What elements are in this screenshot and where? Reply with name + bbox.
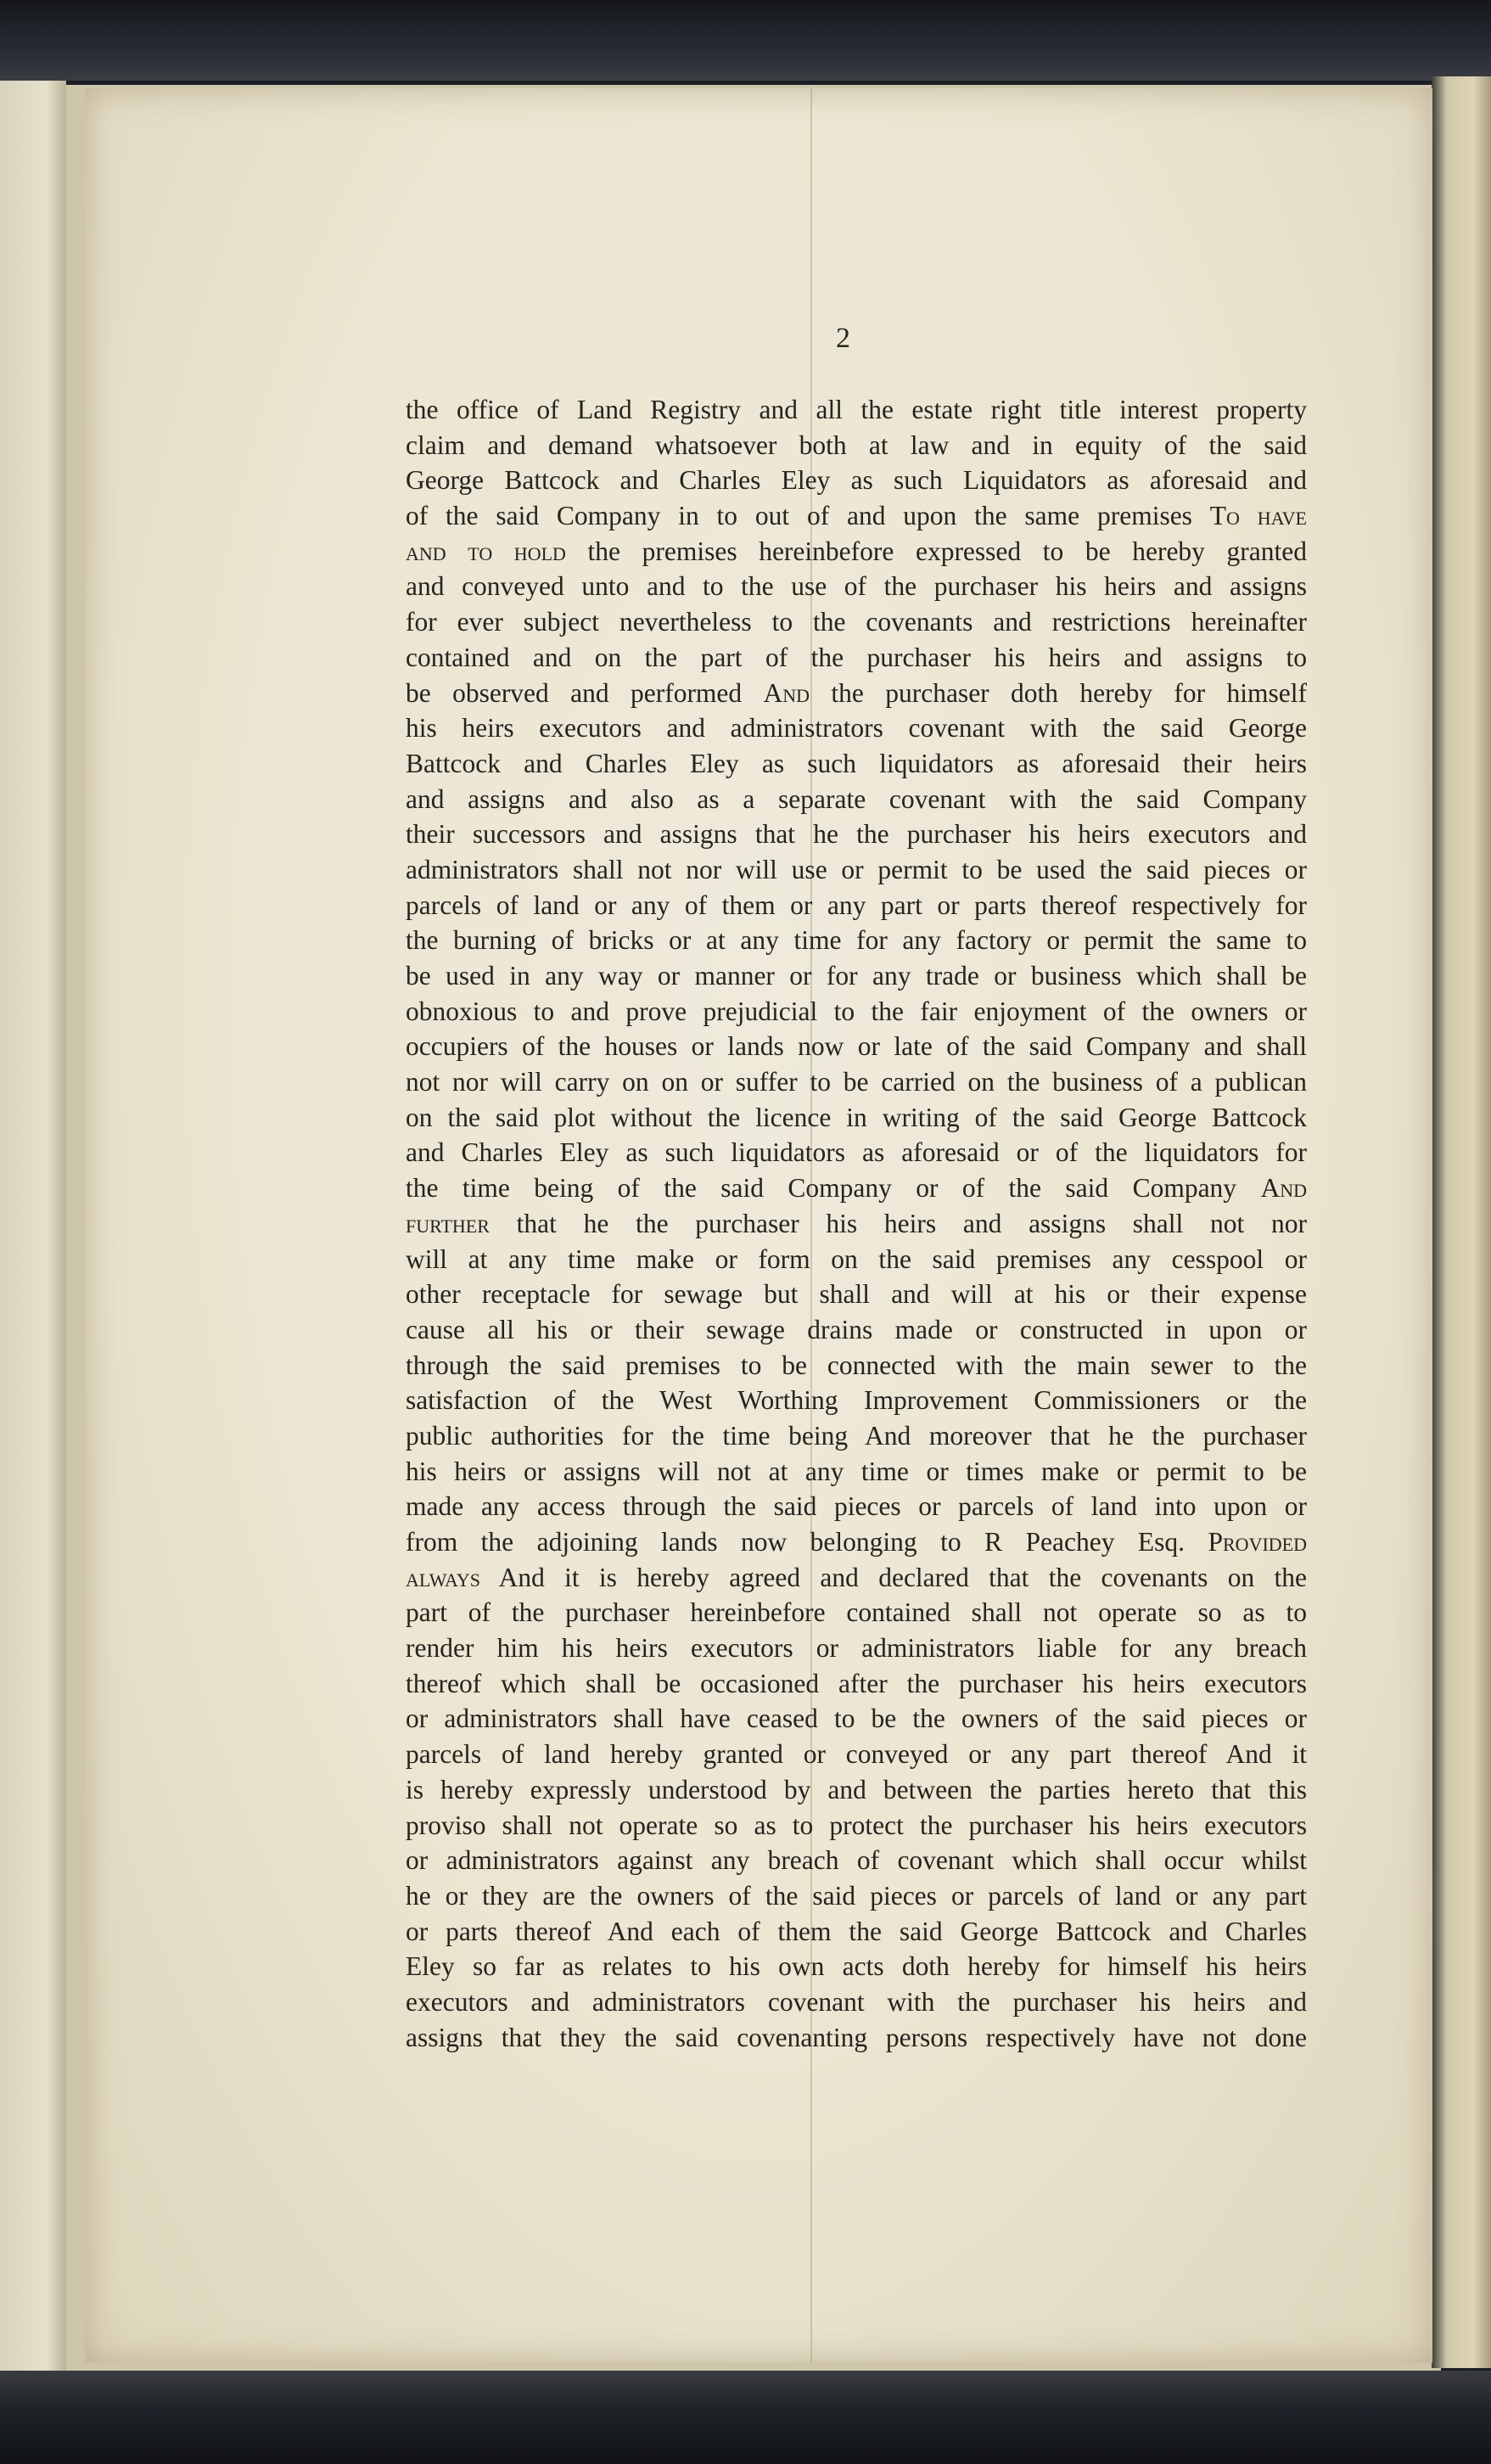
text-line <box>406 1064 1307 1100</box>
text-line <box>406 1772 1307 1808</box>
text-segment: be observed and performed <box>406 677 764 708</box>
text-line <box>406 746 1307 782</box>
text-line-content <box>406 819 1307 849</box>
text-line-content <box>406 1987 1307 2017</box>
text-line <box>406 1808 1307 1844</box>
text-line-content <box>406 2023 1307 2052</box>
text-line <box>406 1949 1307 1984</box>
text-line <box>406 1631 1307 1666</box>
text-segment: other receptacle for sewage but shall and will at his or their expense <box>406 1279 1307 1310</box>
text-line-content <box>406 1669 1307 1698</box>
text-line <box>406 676 1307 711</box>
text-line-content <box>406 1739 1307 1769</box>
text-segment: claim and demand whatsoever both at law and in equity of the said <box>406 429 1307 460</box>
text-segment: the burning of bricks or at any time for any factory or permit the same to <box>406 925 1307 956</box>
text-line-content <box>406 784 1307 814</box>
small-caps-text: Provided <box>1208 1527 1307 1557</box>
text-line-content <box>406 1597 1307 1627</box>
text-segment: the time being of the said Company or of the said Company <box>406 1173 1261 1204</box>
text-line-content <box>406 1209 1307 1238</box>
text-segment: be used in any way or manner or for any trade or business which shall be <box>406 961 1307 991</box>
text-line-content <box>406 1845 1307 1875</box>
text-segment: part of the purchaser hereinbefore contained shall not operate so as to <box>406 1597 1307 1628</box>
text-line <box>406 1135 1307 1170</box>
text-line <box>406 428 1307 463</box>
text-segment: Eley so far as relates to his own acts doth hereby for himself his heirs <box>406 1951 1307 1982</box>
text-line <box>406 1383 1307 1418</box>
text-line <box>406 1666 1307 1702</box>
text-segment: administrators shall not nor will use or permit to be used the said pieces or <box>406 854 1307 884</box>
small-caps-text: further <box>406 1208 490 1238</box>
text-line <box>406 994 1307 1030</box>
text-line-content <box>406 1457 1307 1486</box>
text-segment: occupiers of the houses or lands now or late of the said Company and shall <box>406 1031 1307 1062</box>
text-segment: and Charles Eley as such liquidators as aforesaid or of the liquidators for <box>406 1137 1307 1168</box>
text-segment: cause all his or their sewage drains made or constructed in upon or <box>406 1314 1307 1344</box>
text-line <box>406 1737 1307 1772</box>
text-line <box>406 1595 1307 1631</box>
text-segment: through the said premises to be connected with the main sewer to the <box>406 1350 1307 1380</box>
text-line-content <box>406 1917 1307 1946</box>
text-segment: render him his heirs executors or administrators liable for any breach <box>406 1633 1307 1664</box>
text-line-content <box>406 1350 1307 1380</box>
text-line-content <box>406 643 1307 672</box>
text-segment: thereof which shall be occasioned after the purchaser his heirs executors <box>406 1668 1307 1698</box>
text-line <box>406 923 1307 958</box>
text-line <box>406 1277 1307 1312</box>
small-caps-text: To have <box>1209 501 1307 531</box>
text-line-content <box>406 1775 1307 1805</box>
text-segment: proviso shall not operate so as to protect the purchaser his heirs executors <box>406 1810 1307 1840</box>
text-segment: will at any time make or form on the said premises any cesspool or <box>406 1243 1307 1274</box>
text-segment: parcels of land hereby granted or conveyed or any part thereof And it <box>406 1739 1307 1770</box>
text-line-content <box>406 1067 1307 1097</box>
text-segment: And it is hereby agreed and declared that the covenants on the <box>480 1562 1307 1592</box>
text-segment: from the adjoining lands now belonging to R Peachey Esq. <box>406 1527 1208 1557</box>
binding-top <box>0 0 1491 81</box>
text-segment: Battcock and Charles Eley as such liquidators as aforesaid their heirs <box>406 748 1307 778</box>
text-segment: is hereby expressly understood by and between the parties hereto that this <box>406 1774 1307 1805</box>
text-line <box>406 888 1307 923</box>
text-line-content <box>406 996 1307 1026</box>
page-number: 2 <box>836 323 850 354</box>
text-line <box>406 782 1307 817</box>
text-line-content <box>406 1881 1307 1911</box>
text-line-content <box>406 678 1307 708</box>
text-line-content <box>406 536 1307 566</box>
text-segment: made any access through the said pieces or parcels of land into upon or <box>406 1491 1307 1522</box>
text-line <box>406 392 1307 428</box>
text-line-content <box>406 855 1307 884</box>
text-segment: for ever subject nevertheless to the covenants and restrictions hereinafter <box>406 607 1307 637</box>
text-segment: or parts thereof And each of them the said George Battcock and Charles <box>406 1916 1307 1946</box>
text-line <box>406 569 1307 604</box>
text-segment: the purchaser doth hereby for himself <box>810 677 1307 708</box>
text-line <box>406 1524 1307 1560</box>
text-line-content <box>406 1810 1307 1840</box>
text-line-content <box>406 1137 1307 1167</box>
text-line <box>406 1418 1307 1454</box>
text-segment: contained and on the part of the purchaser his heirs and assigns to <box>406 642 1307 672</box>
text-line <box>406 604 1307 640</box>
text-line-content <box>406 749 1307 778</box>
text-segment: that he the purchaser his heirs and assigns shall not nor <box>489 1208 1307 1238</box>
text-line-content <box>406 1031 1307 1061</box>
text-line <box>406 640 1307 676</box>
text-line <box>406 1029 1307 1064</box>
binding-bottom <box>0 2371 1491 2464</box>
text-line <box>406 1914 1307 1950</box>
text-line <box>406 1489 1307 1524</box>
text-line-content <box>406 1279 1307 1309</box>
text-line-content <box>406 1491 1307 1521</box>
text-line-content <box>406 1244 1307 1274</box>
text-line-content <box>406 961 1307 991</box>
text-line <box>406 534 1307 570</box>
text-line <box>406 1312 1307 1348</box>
text-line-content <box>406 1951 1307 1981</box>
text-line-content <box>406 1103 1307 1132</box>
text-line <box>406 710 1307 746</box>
text-segment: public authorities for the time being And moreover that he the purchaser <box>406 1420 1307 1451</box>
text-segment: or administrators against any breach of covenant which shall occur whilst <box>406 1845 1307 1876</box>
text-line <box>406 1878 1307 1914</box>
text-line-content <box>406 607 1307 637</box>
text-segment: George Battcock and Charles Eley as such Liquidators as aforesaid and <box>406 465 1307 496</box>
text-segment: on the said plot without the licence in writing of the said George Battcock <box>406 1102 1307 1132</box>
text-line <box>406 1170 1307 1206</box>
text-line-content <box>406 1633 1307 1663</box>
small-caps-text: and to hold <box>406 536 566 566</box>
text-segment: obnoxious to and prove prejudicial to the fair enjoyment of the owners or <box>406 996 1307 1026</box>
text-line-content <box>406 1173 1307 1203</box>
text-line <box>406 958 1307 994</box>
text-segment: his heirs or assigns will not at any time or times make or permit to be <box>406 1456 1307 1486</box>
small-caps-text: And <box>1260 1173 1307 1204</box>
text-line <box>406 463 1307 498</box>
text-line <box>406 1843 1307 1878</box>
text-segment: parcels of land or any of them or any part or parts thereof respectively for <box>406 890 1307 920</box>
text-line <box>406 1701 1307 1737</box>
text-line <box>406 1560 1307 1596</box>
text-line-content <box>406 395 1307 424</box>
text-line-content <box>406 465 1307 495</box>
small-caps-text: And <box>763 677 810 708</box>
text-line-content <box>406 501 1307 530</box>
text-segment: satisfaction of the West Worthing Improvement Commissioners or the <box>406 1385 1307 1416</box>
text-segment: assigns that they the said covenanting persons respectively have not done <box>406 2022 1307 2052</box>
text-segment: or administrators shall have ceased to be the owners of the said pieces or <box>406 1703 1307 1734</box>
text-line-content <box>406 1527 1307 1557</box>
text-line <box>406 1206 1307 1242</box>
text-line-content <box>406 430 1307 460</box>
text-line <box>406 2020 1307 2056</box>
text-line-content <box>406 890 1307 920</box>
text-line-content <box>406 1421 1307 1451</box>
text-line <box>406 498 1307 534</box>
text-line-content <box>406 1563 1307 1592</box>
text-segment: not nor will carry on on or suffer to be carried on the business of a publican <box>406 1067 1307 1097</box>
text-line-content <box>406 1703 1307 1733</box>
body-text <box>406 392 1307 2055</box>
small-caps-text: always <box>406 1562 481 1592</box>
text-line-content <box>406 1315 1307 1344</box>
text-line <box>406 852 1307 888</box>
text-line-content <box>406 571 1307 601</box>
text-line-content <box>406 925 1307 955</box>
text-segment: the premises hereinbefore expressed to be hereby granted <box>565 536 1307 566</box>
text-segment: their successors and assigns that he the purchaser his heirs executors and <box>406 819 1307 850</box>
text-line-content <box>406 713 1307 743</box>
text-segment: executors and administrators covenant with the purchaser his heirs and <box>406 1986 1307 2017</box>
text-line <box>406 1984 1307 2020</box>
text-segment: he or they are the owners of the said pieces or parcels of land or any part <box>406 1880 1307 1911</box>
text-line-content <box>406 1385 1307 1415</box>
left-page-edge <box>0 81 66 2372</box>
text-line <box>406 1242 1307 1277</box>
text-segment: of the said Company in to out of and upon the same premises <box>406 501 1210 531</box>
text-line <box>406 1454 1307 1490</box>
text-segment: his heirs executors and administrators covenant with the said George <box>406 713 1307 744</box>
text-line <box>406 817 1307 852</box>
text-line <box>406 1100 1307 1136</box>
right-page-edge <box>1432 76 1491 2368</box>
text-line <box>406 1348 1307 1384</box>
text-segment: and conveyed unto and to the use of the purchaser his heirs and assigns <box>406 571 1307 602</box>
text-segment: the office of Land Registry and all the estate right title interest property <box>406 395 1307 424</box>
text-segment: and assigns and also as a separate covenant with the said Company <box>406 783 1307 814</box>
